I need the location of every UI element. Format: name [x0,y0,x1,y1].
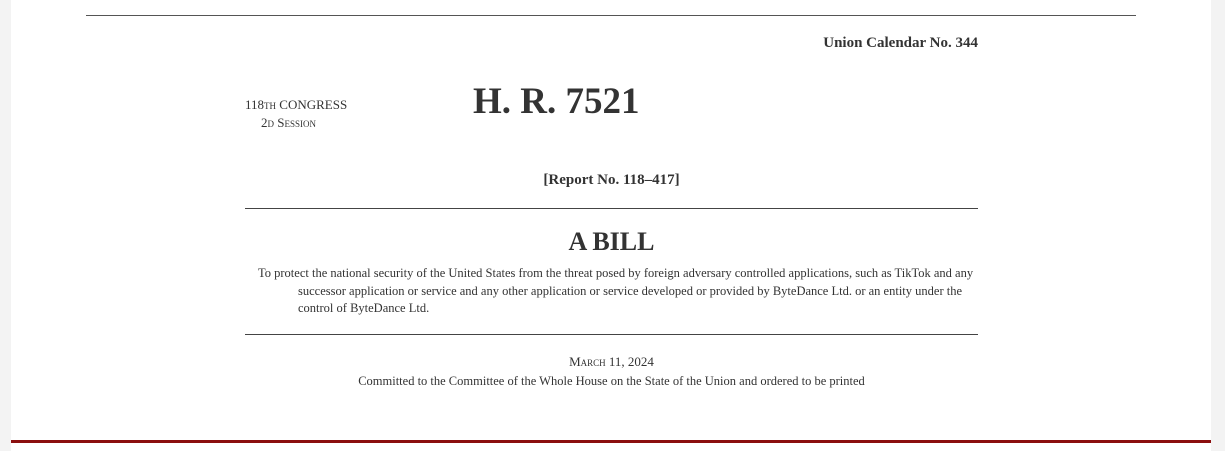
section-divider-bottom [245,334,978,335]
report-number: [Report No. 118–417] [543,172,680,188]
top-divider [86,15,1136,16]
action-text: Committed to the Committee of the Whole House on the State of the Union and ordered to be printed [358,374,865,388]
action-date: March 11, 2024 [569,354,654,369]
congress-session-block [245,96,347,132]
bill-purpose: To protect the national security of the United States from the threat posed by foreign adversary controlled applications, such as TikTok and any successor application or service and any other application or service developed or provided by ByteDance Ltd. or an entity under the control of ByteDance Ltd. [258,266,974,315]
congress-word: CONGRESS [279,97,348,112]
bill-number: H. R. 7521 [473,81,640,122]
congress-number: 118 [245,97,265,112]
document-page [11,0,1211,451]
session-line [245,114,347,132]
bill-type-heading: A BILL [568,227,655,256]
session-word: Session [277,115,316,130]
congress-suffix: th [264,97,277,112]
session-number: 2 [261,115,268,130]
bottom-accent-rule [11,440,1211,443]
section-divider-top [245,208,978,209]
union-calendar-number: Union Calendar No. 344 [823,35,978,51]
session-suffix: d [267,115,274,130]
congress-line [245,96,347,114]
